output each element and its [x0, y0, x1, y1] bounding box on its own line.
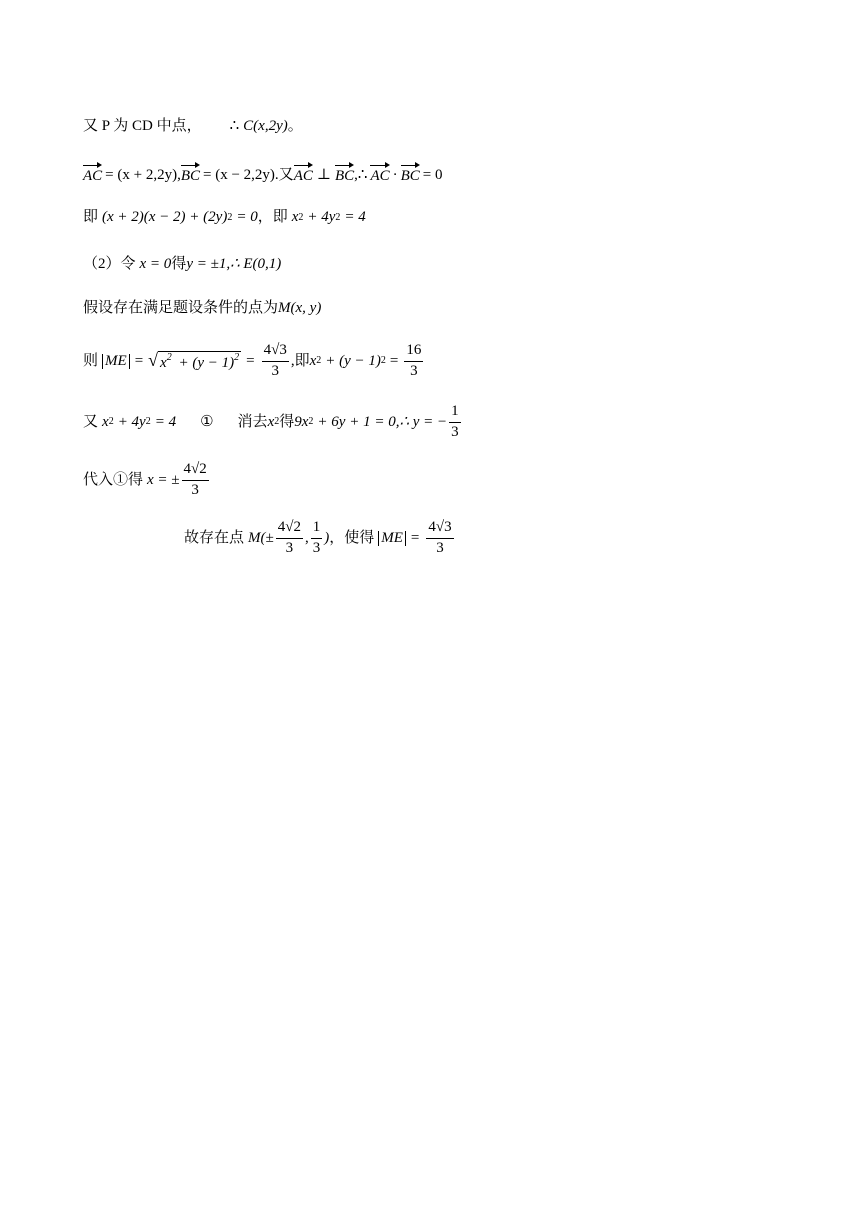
- exponent: 2: [274, 416, 280, 428]
- fraction-numerator: 4√2: [182, 462, 209, 481]
- dot-symbol: ·: [392, 166, 398, 183]
- math-expression: + 6y + 1 = 0,∴ y = −: [317, 413, 448, 430]
- line-text: 。: [287, 118, 303, 134]
- line-text: ,即: [290, 352, 310, 369]
- math-expression: = 0: [422, 166, 443, 183]
- math-expression: = (x − 2,2y).又: [203, 166, 294, 183]
- solution-line-4: [83, 257, 281, 272]
- line-text: 又 P 为 CD 中点，: [83, 118, 202, 134]
- math-expression: = 4: [344, 209, 366, 225]
- line-text: ，即: [257, 209, 288, 225]
- math-expression: = 0: [236, 209, 258, 225]
- therefore-symbol: ,∴: [354, 166, 368, 183]
- fraction-numerator: 1: [311, 520, 323, 539]
- fraction: [262, 343, 289, 380]
- fraction-numerator: 4√3: [262, 343, 289, 362]
- solution-line-2: [83, 166, 443, 184]
- vector-ac: AC: [293, 168, 313, 184]
- vector-ac: AC: [83, 168, 103, 184]
- math-expression: + 4y: [117, 413, 146, 430]
- equals-symbol: =: [246, 352, 255, 369]
- exponent: 2: [166, 352, 172, 364]
- equals-symbol: =: [134, 352, 144, 369]
- fraction-denominator: 3: [285, 539, 294, 556]
- exponent: 2: [234, 352, 240, 364]
- math-expression: x: [102, 413, 109, 430]
- fraction-numerator: 4√3: [426, 520, 453, 539]
- math-expression: x: [267, 413, 275, 430]
- comma: ,: [304, 529, 309, 546]
- vector-bc: BC: [180, 168, 201, 184]
- line-text: 得: [171, 256, 187, 272]
- absolute-value-me: ME: [102, 354, 130, 369]
- radicand: [158, 351, 241, 371]
- fraction-denominator: 3: [191, 481, 199, 498]
- fraction-numerator: 16: [404, 343, 423, 362]
- fraction: [311, 520, 323, 557]
- exponent: 2: [108, 416, 114, 428]
- exponent: 2: [145, 416, 151, 428]
- math-expression: M(x, y): [278, 300, 322, 316]
- math-expression: = (x + 2,2y),: [105, 166, 181, 183]
- fraction-denominator: 3: [451, 423, 459, 440]
- line-text: 又: [83, 413, 99, 430]
- equals-symbol: =: [410, 529, 420, 546]
- perpendicular-symbol: ⊥: [316, 166, 331, 183]
- line-text: 消去: [237, 413, 268, 430]
- line-text: 即: [83, 209, 99, 225]
- math-expression: x = ±: [147, 471, 180, 488]
- math-expression: x: [160, 355, 167, 372]
- math-expression: x: [309, 352, 317, 369]
- solution-line-7: [83, 404, 463, 441]
- fraction: [182, 462, 209, 499]
- math-expression: ): [324, 529, 330, 546]
- line-text: 假设存在满足题设条件的点为: [83, 300, 279, 316]
- math-expression: + (y − 1): [178, 355, 235, 372]
- fraction: [276, 520, 303, 557]
- exponent: 2: [298, 211, 304, 223]
- line-text: 代入①得: [83, 471, 144, 488]
- absolute-value-me: ME: [378, 531, 406, 546]
- line-text: 故存在点: [184, 529, 245, 546]
- math-expression: + 4y: [307, 209, 336, 225]
- circled-number-one: ①: [200, 413, 214, 430]
- fraction: [449, 404, 461, 441]
- fraction-denominator: 3: [271, 362, 279, 379]
- math-expression: x: [291, 209, 299, 225]
- solution-conclusion: [184, 520, 456, 557]
- math-expression: y = ±1,∴ E(0,1): [186, 256, 282, 272]
- fraction-denominator: 3: [410, 362, 418, 379]
- math-expression: = 4: [154, 413, 177, 430]
- solution-line-1: [83, 119, 303, 134]
- math-expression: M(±: [248, 529, 274, 546]
- exponent: 2: [227, 211, 233, 223]
- math-expression: + (y − 1): [325, 352, 381, 369]
- line-text: 得: [279, 413, 295, 430]
- math-expression: x = 0: [139, 256, 172, 272]
- vector-bc: BC: [334, 168, 355, 184]
- radical-icon: √: [148, 350, 159, 371]
- solution-line-6: [83, 343, 425, 380]
- fraction-denominator: 3: [312, 539, 321, 556]
- fraction: [426, 520, 453, 557]
- solution-line-8: [83, 462, 211, 499]
- math-expression: 9x: [294, 413, 309, 430]
- math-expression: C(x,2y): [243, 118, 288, 134]
- fraction: [404, 343, 423, 380]
- exponent: 2: [308, 416, 314, 428]
- fraction-numerator: 4√2: [276, 520, 303, 539]
- vector-ac: AC: [370, 168, 390, 184]
- fraction-numerator: 1: [449, 404, 461, 423]
- exponent: 2: [335, 211, 341, 223]
- fraction-denominator: 3: [436, 539, 444, 556]
- vector-bc: BC: [400, 168, 420, 184]
- therefore-symbol: ∴: [229, 118, 240, 134]
- equals-symbol: =: [389, 352, 399, 369]
- math-expression: (x + 2)(x − 2) + (2y): [102, 209, 228, 225]
- line-text: ，使得: [329, 529, 375, 546]
- solution-line-3: [83, 210, 366, 225]
- square-root: [148, 351, 241, 371]
- exponent: 2: [380, 355, 386, 367]
- line-text: 则: [83, 352, 99, 369]
- exponent: 2: [316, 355, 322, 367]
- solution-line-5: [83, 301, 321, 316]
- line-text: （2）令: [83, 256, 136, 272]
